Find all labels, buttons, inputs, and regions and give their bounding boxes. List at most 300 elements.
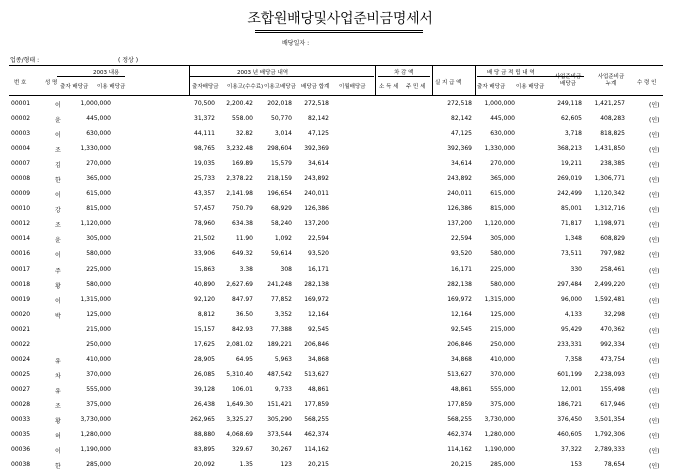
cell-mark: (인) [649, 132, 660, 140]
header-sign: 수 령 인 [637, 80, 657, 86]
cell-no: 00004 [11, 145, 31, 153]
cell-v2003: 630,000 [86, 130, 111, 138]
table-row [9, 382, 663, 397]
cell-v2: 634.38 [232, 220, 253, 228]
cell-s4: 32,298 [604, 310, 625, 318]
cell-s4: 473,754 [600, 355, 625, 363]
cell-net: 392,369 [447, 145, 472, 153]
table-row [9, 96, 663, 111]
cell-v4: 462,374 [304, 431, 329, 439]
cell-no: 00014 [11, 235, 31, 243]
cell-v4: 92,545 [308, 325, 329, 333]
header-col-3: 이용고배당금 [264, 84, 296, 90]
cell-mark: (인) [649, 192, 660, 200]
cell-v2: 2,200.42 [226, 100, 253, 107]
header-col-1: 출자배당금 [192, 84, 219, 90]
cell-s4: 797,982 [600, 250, 625, 258]
cell-v3: 30,267 [271, 446, 292, 454]
cell-v4: 240,011 [304, 190, 329, 198]
cell-s3: 3,718 [564, 130, 582, 138]
cell-mark: (인) [649, 267, 660, 275]
cell-v2: 2,141.98 [226, 190, 253, 198]
cell-v1: 8,812 [197, 310, 215, 318]
cell-s4: 3,501,354 [594, 415, 625, 423]
cell-no: 00002 [11, 115, 31, 123]
cell-v1: 31,372 [194, 115, 215, 123]
cell-v4: 16,171 [308, 265, 329, 273]
cell-s1: 3,730,000 [484, 415, 515, 423]
cell-no: 00024 [11, 355, 31, 363]
table-row [9, 277, 663, 292]
cell-v2003: 370,000 [86, 370, 111, 378]
cell-s1: 285,000 [490, 461, 515, 469]
cell-v3: 58,240 [271, 220, 292, 228]
cell-s4: 1,592,481 [594, 295, 625, 303]
cell-net: 47,125 [451, 130, 472, 138]
header-sub-d: 사업준비금 누계 [597, 74, 625, 87]
cell-v3: 308 [280, 265, 292, 273]
cell-v2003: 125,000 [86, 310, 111, 318]
cell-v3: 196,654 [267, 190, 292, 198]
cell-s3: 233,331 [557, 340, 582, 348]
cell-v1: 83,895 [194, 446, 215, 454]
cell-v1: 15,157 [194, 325, 215, 333]
cell-v4: 137,200 [304, 220, 329, 228]
cell-v2: 3.38 [239, 265, 253, 273]
cell-v4: 47,125 [308, 130, 329, 138]
cell-v2003: 3,730,000 [80, 415, 111, 423]
header-name: 성 명 [45, 80, 58, 86]
cell-no: 00025 [11, 370, 31, 378]
cell-name: 황 [55, 282, 61, 290]
cell-name: 이 [55, 132, 61, 140]
table-row [9, 457, 663, 472]
cell-s4: 1,306,771 [594, 175, 625, 183]
cell-mark: (인) [649, 297, 660, 305]
header-col-4: 배당금 합계 [301, 84, 330, 90]
header-2003-dividends: 2003 년 배당금 내역 [237, 70, 289, 76]
table-row [9, 231, 663, 246]
table-body [9, 96, 663, 472]
table-row [9, 171, 663, 186]
cell-s1: 580,000 [490, 250, 515, 258]
cell-s3: 1,348 [564, 235, 582, 243]
cell-no: 00003 [11, 130, 31, 138]
cell-v2: 649.32 [232, 250, 253, 258]
cell-s1: 250,000 [490, 340, 515, 348]
cell-v2: 169.89 [232, 160, 253, 168]
cell-v2003: 250,000 [86, 340, 111, 348]
cell-v4: 114,162 [304, 446, 329, 454]
cell-net: 177,859 [447, 400, 472, 408]
cell-mark: (인) [649, 207, 660, 215]
cell-v4: 282,138 [304, 280, 329, 288]
cell-v3: 305,290 [267, 415, 292, 423]
header-separator [432, 66, 433, 95]
cell-no: 00020 [11, 310, 31, 318]
header-deduct-b: 주 민 세 [406, 84, 426, 90]
cell-v4: 392,369 [304, 145, 329, 153]
cell-v2: 32.82 [235, 130, 253, 138]
cell-v3: 373,544 [267, 431, 292, 439]
cell-no: 00028 [11, 400, 31, 408]
cell-mark: (인) [649, 147, 660, 155]
cell-v4: 513,627 [304, 370, 329, 378]
table-row [9, 292, 663, 307]
cell-net: 462,374 [447, 431, 472, 439]
cell-net: 126,386 [447, 205, 472, 213]
cell-mark: (인) [649, 222, 660, 230]
cell-v4: 126,386 [304, 205, 329, 213]
table-header [9, 65, 663, 96]
cell-v2003: 580,000 [86, 250, 111, 258]
table-row [9, 216, 663, 231]
table-row [9, 412, 663, 427]
cell-no: 00001 [11, 100, 31, 107]
cell-s4: 608,829 [600, 235, 625, 243]
cell-v1: 43,357 [194, 190, 215, 198]
category-label: 업종/형태 : [10, 57, 40, 64]
cell-s3: 73,511 [561, 250, 582, 258]
cell-name: 유 [55, 387, 61, 395]
cell-net: 20,215 [451, 461, 472, 469]
cell-name: 이 [55, 252, 61, 260]
cell-mark: (인) [649, 417, 660, 425]
cell-v3: 5,963 [274, 355, 292, 363]
cell-v3: 68,929 [271, 205, 292, 213]
table-row [9, 367, 663, 382]
cell-no: 00010 [11, 205, 31, 213]
cell-v3: 15,579 [271, 160, 292, 168]
cell-name: 윤 [55, 117, 61, 125]
header-separator [475, 66, 476, 95]
cell-v2003: 815,000 [86, 205, 111, 213]
cell-v2003: 1,120,000 [80, 220, 111, 228]
cell-v1: 25,733 [194, 175, 215, 183]
header-separator [189, 66, 190, 95]
cell-name: 한 [55, 463, 61, 471]
cell-mark: (인) [649, 282, 660, 290]
cell-name: 이 [55, 102, 61, 109]
cell-name: 조 [55, 147, 61, 155]
header-2003: 2003 내용 [93, 70, 120, 76]
cell-v2003: 365,000 [86, 175, 111, 183]
cell-s4: 1,312,716 [594, 205, 625, 213]
cell-s1: 1,000,000 [484, 100, 515, 107]
cell-v1: 26,085 [194, 370, 215, 378]
cell-net: 82,142 [451, 115, 472, 123]
cell-mark: (인) [649, 372, 660, 380]
cell-v2003: 1,315,000 [80, 295, 111, 303]
header-sub: 배 당 금 적 립 내 역 [487, 70, 535, 76]
cell-v2003: 410,000 [86, 355, 111, 363]
cell-name: 차 [55, 372, 61, 380]
cell-mark: (인) [649, 327, 660, 335]
cell-v1: 44,111 [194, 130, 215, 138]
cell-v4: 206,846 [304, 340, 329, 348]
table-row [9, 307, 663, 322]
cell-s3: 249,118 [557, 100, 582, 107]
cell-net: 16,171 [451, 265, 472, 273]
cell-v2003: 215,000 [86, 325, 111, 333]
cell-s4: 155,498 [600, 385, 625, 393]
title-underline [255, 30, 423, 31]
cell-v3: 77,852 [271, 295, 292, 303]
cell-v2003: 270,000 [86, 160, 111, 168]
cell-no: 00019 [11, 295, 31, 303]
cell-v4: 12,164 [308, 310, 329, 318]
cell-net: 282,138 [447, 280, 472, 288]
cell-no: 00009 [11, 190, 31, 198]
cell-s3: 95,429 [561, 325, 582, 333]
cell-v2003: 445,000 [86, 115, 111, 123]
cell-v2: 2,627.69 [226, 280, 253, 288]
header-col-5: 이월배당금 [339, 84, 366, 90]
header-divider [57, 76, 125, 77]
cell-name: 유 [55, 357, 61, 365]
dividend-table [9, 65, 663, 472]
cell-s1: 1,330,000 [484, 145, 515, 153]
table-row [9, 246, 663, 261]
cell-name: 이 [55, 297, 61, 305]
cell-v4: 93,520 [308, 250, 329, 258]
cell-v1: 78,960 [194, 220, 215, 228]
header-sub-a: 출자 배당금 [477, 84, 506, 90]
cell-v3: 218,159 [267, 175, 292, 183]
cell-mark: (인) [649, 177, 660, 185]
cell-net: 114,162 [447, 446, 472, 454]
header-deduct: 차 감 액 [394, 70, 414, 76]
cell-v1: 33,906 [194, 250, 215, 258]
cell-no: 00021 [11, 325, 31, 333]
cell-s4: 2,789,333 [594, 446, 625, 454]
cell-name: 이 [55, 192, 61, 200]
cell-s4: 1,431,850 [594, 145, 625, 153]
cell-s1: 375,000 [490, 400, 515, 408]
header-num: 번 호 [14, 80, 27, 86]
cell-v4: 34,614 [308, 160, 329, 168]
cell-s3: 330 [570, 265, 582, 273]
cell-v2003: 1,280,000 [80, 431, 111, 439]
cell-s4: 2,499,220 [594, 280, 625, 288]
cell-mark: (인) [649, 162, 660, 170]
cell-name: 조 [55, 402, 61, 410]
cell-v3: 77,388 [271, 325, 292, 333]
cell-s1: 1,315,000 [484, 295, 515, 303]
cell-v1: 19,035 [194, 160, 215, 168]
cell-v2003: 305,000 [86, 235, 111, 243]
cell-name: 황 [55, 417, 61, 425]
cell-s1: 445,000 [490, 115, 515, 123]
cell-name: 강 [55, 207, 61, 215]
cell-v2003: 285,000 [86, 461, 111, 469]
cell-name: 조 [55, 222, 61, 230]
cell-mark: (인) [649, 312, 660, 320]
cell-v2: 11.90 [235, 235, 253, 243]
cell-name: 허 [55, 433, 61, 441]
cell-mark: (인) [649, 357, 660, 365]
header-separator [375, 66, 376, 95]
cell-v1: 20,092 [194, 461, 215, 469]
cell-s3: 153 [570, 461, 582, 469]
cell-mark: (인) [649, 448, 660, 456]
header-col-2: 이용고(수수료) [227, 84, 264, 90]
cell-v3: 487,542 [267, 370, 292, 378]
cell-v4: 568,255 [304, 415, 329, 423]
cell-v2003: 1,190,000 [80, 446, 111, 454]
cell-v2: 2,378.22 [226, 175, 253, 183]
header-divider [378, 76, 430, 77]
header-net: 실 지 급 액 [435, 80, 462, 86]
cell-v1: 262,965 [190, 415, 215, 423]
cell-s3: 601,199 [557, 370, 582, 378]
cell-no: 00017 [11, 265, 31, 273]
table-row [9, 337, 663, 352]
table-row [9, 201, 663, 216]
table-row [9, 156, 663, 171]
cell-v2: 36.50 [235, 310, 253, 318]
cell-net: 22,594 [451, 235, 472, 243]
cell-v2: 558.00 [232, 115, 253, 123]
cell-s1: 225,000 [490, 265, 515, 273]
cell-s3: 460,605 [557, 431, 582, 439]
cell-net: 48,861 [451, 385, 472, 393]
cell-name: 이 [55, 448, 61, 456]
header-sub-b: 이용 배당금 [516, 84, 545, 90]
table-row [9, 427, 663, 442]
cell-no: 00027 [11, 385, 31, 393]
cell-no: 00022 [11, 340, 31, 348]
cell-s3: 186,721 [557, 400, 582, 408]
cell-v3: 189,221 [267, 340, 292, 348]
cell-v4: 272,518 [304, 100, 329, 107]
cell-no: 00012 [11, 220, 31, 228]
cell-v4: 177,859 [304, 400, 329, 408]
cell-no: 00018 [11, 280, 31, 288]
cell-v2003: 1,000,000 [80, 100, 111, 107]
title-underline-2 [255, 32, 423, 33]
cell-v3: 59,614 [271, 250, 292, 258]
cell-s1: 815,000 [490, 205, 515, 213]
cell-s4: 1,198,971 [594, 220, 625, 228]
cell-v1: 21,502 [194, 235, 215, 243]
cell-s1: 370,000 [490, 370, 515, 378]
cell-s4: 238,385 [600, 160, 625, 168]
cell-s1: 1,120,000 [484, 220, 515, 228]
cell-no: 00036 [11, 446, 31, 454]
cell-s1: 615,000 [490, 190, 515, 198]
cell-v2: 3,325.27 [226, 415, 253, 423]
cell-v2: 4,068.69 [226, 431, 253, 439]
table-row [9, 186, 663, 201]
cell-s3: 242,499 [557, 190, 582, 198]
cell-s3: 376,450 [557, 415, 582, 423]
cell-s3: 62,605 [561, 115, 582, 123]
cell-v2: 842.93 [232, 325, 253, 333]
cell-v3: 123 [280, 461, 292, 469]
cell-net: 34,614 [451, 160, 472, 168]
cell-v1: 88,880 [194, 431, 215, 439]
cell-v1: 39,128 [194, 385, 215, 393]
cell-s4: 617,946 [600, 400, 625, 408]
cell-s1: 1,190,000 [484, 446, 515, 454]
cell-net: 206,846 [447, 340, 472, 348]
cell-v2: 5,310.40 [226, 370, 253, 378]
cell-v2003: 225,000 [86, 265, 111, 273]
cell-no: 00016 [11, 250, 31, 258]
cell-v2: 847.97 [232, 295, 253, 303]
cell-v3: 3,352 [274, 310, 292, 318]
cell-v2: 750.79 [232, 205, 253, 213]
cell-s3: 297,484 [557, 280, 582, 288]
cell-v2: 64.95 [235, 355, 253, 363]
cell-mark: (인) [649, 117, 660, 125]
cell-no: 00008 [11, 175, 31, 183]
cell-net: 137,200 [447, 220, 472, 228]
cell-s4: 1,120,342 [594, 190, 625, 198]
cell-s1: 305,000 [490, 235, 515, 243]
cell-s3: 269,019 [557, 175, 582, 183]
cell-v3: 3,014 [274, 130, 292, 138]
cell-net: 513,627 [447, 370, 472, 378]
cell-name: 박 [55, 312, 61, 320]
header-divider [190, 76, 374, 77]
cell-v1: 70,500 [194, 100, 215, 107]
cell-v1: 57,457 [194, 205, 215, 213]
cell-v3: 151,421 [267, 400, 292, 408]
cell-v3: 50,770 [271, 115, 292, 123]
cell-s4: 818,825 [600, 130, 625, 138]
cell-s3: 12,001 [561, 385, 582, 393]
cell-net: 93,520 [451, 250, 472, 258]
header-2003-b: 이용 배당금 [97, 84, 126, 90]
table-row [9, 442, 663, 457]
cell-v2003: 1,330,000 [80, 145, 111, 153]
cell-v2: 3,232.48 [226, 145, 253, 153]
cell-no: 00038 [11, 461, 31, 469]
cell-v3: 298,604 [267, 145, 292, 153]
cell-v3: 1,092 [274, 235, 292, 243]
cell-s3: 37,322 [561, 446, 582, 454]
cell-s1: 365,000 [490, 175, 515, 183]
cell-v2003: 615,000 [86, 190, 111, 198]
table-row [9, 141, 663, 156]
cell-net: 12,164 [451, 310, 472, 318]
cell-mark: (인) [649, 402, 660, 410]
cell-v2003: 580,000 [86, 280, 111, 288]
cell-mark: (인) [649, 387, 660, 395]
cell-v4: 48,861 [308, 385, 329, 393]
cell-net: 568,255 [447, 415, 472, 423]
cell-mark: (인) [649, 342, 660, 350]
cell-v4: 169,972 [304, 295, 329, 303]
cell-v1: 92,120 [194, 295, 215, 303]
cell-v4: 243,892 [304, 175, 329, 183]
cell-s1: 580,000 [490, 280, 515, 288]
cell-v3: 9,733 [274, 385, 292, 393]
cell-v3: 202,018 [267, 100, 292, 107]
table-row [9, 322, 663, 337]
cell-s1: 215,000 [490, 325, 515, 333]
table-row [9, 111, 663, 126]
cell-mark: (인) [649, 433, 660, 441]
cell-mark: (인) [649, 252, 660, 260]
cell-v3: 241,248 [267, 280, 292, 288]
header-2003-a: 출자 배당금 [60, 84, 89, 90]
cell-v4: 22,594 [308, 235, 329, 243]
cell-v2: 106.01 [232, 385, 253, 393]
cell-v2: 329.67 [232, 446, 253, 454]
